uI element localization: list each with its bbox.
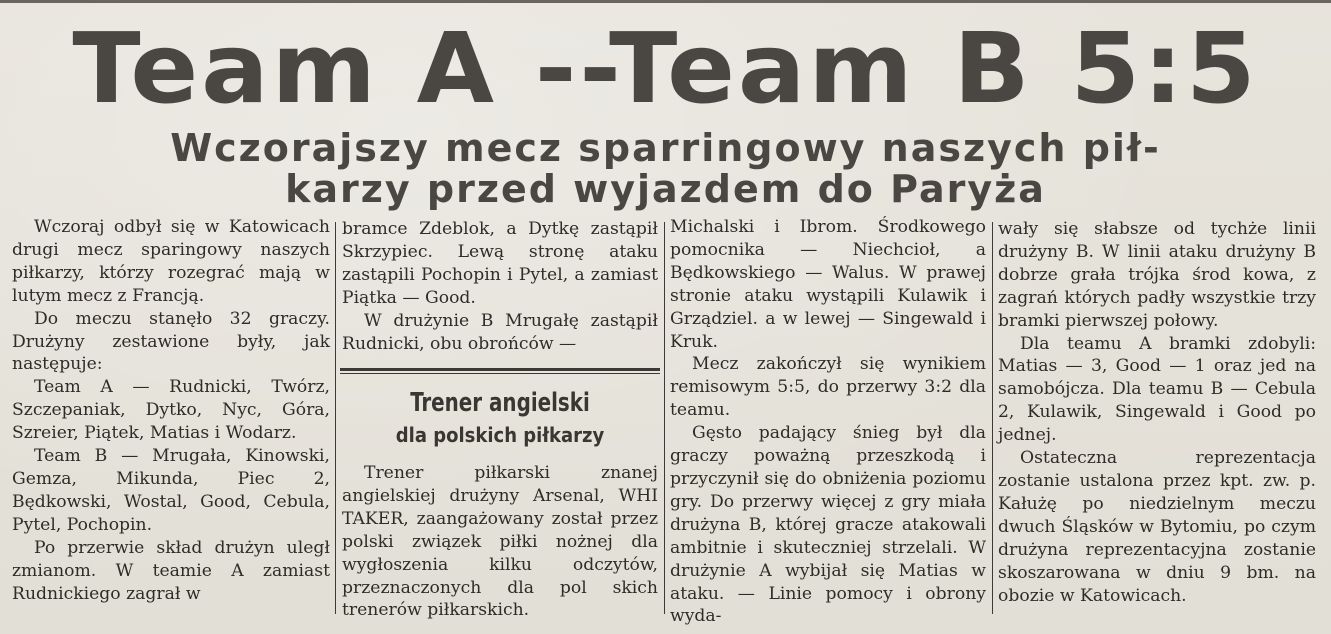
paragraph: Michalski i Ibrom. Środkowego pomocnika — Niechcioł, a Będkowskiego — Walus. W prawej stronie ataku wystąpili Kulawik i Grządziel. a w lewej — Singewald i Kruk.	[670, 217, 986, 352]
article-column-4	[998, 218, 1316, 618]
column-divider	[664, 222, 665, 614]
subheadline	[0, 128, 1331, 210]
paragraph: Do meczu stanęło 32 graczy. Drużyny zestawione były, jak następuje:	[12, 308, 330, 375]
column-divider	[335, 222, 336, 614]
paragraph: bramce Zdeblok, a Dytkę zastąpił Skrzypiec. Lewą stronę ataku zastąpili Pochopin i Pytel, a zamiast Piątka — Good.	[342, 219, 658, 308]
paragraph: W drużynie B Mrugałę zastąpił Rudnicki, obu obrońców —	[342, 310, 658, 354]
subheadline-line-1: Wczorajszy mecz sparringowy naszych pił-	[170, 126, 1161, 170]
paragraph: wały się słabsze od tychże linii drużyny B. W linii ataku drużyny B dobrze grała trójka środ kowa, z zagrań których padły wszystkie trzy bramki pierwszej połowy.	[998, 219, 1316, 331]
paragraph: Wczoraj odbył się w Katowicach drugi mecz sparingowy naszych piłkarzy, którzy rozegrać mają w lutym mecz z Francją.	[12, 217, 330, 306]
subheadline-line-2: karzy przed wyjazdem do Paryża	[285, 167, 1046, 211]
box-article	[342, 462, 658, 622]
paragraph: Gęsto padający śnieg był dla graczy poważną przeszkodą i przyczynił się do obniżenia poziomu gry. Do przerwy więcej z gry miała drużyna B, której gracze atakowali ambitnie i skuteczniej strzelali. W drużynie A wybijał się Matias w ataku. — Linie pomocy i obrony wyda-	[670, 423, 986, 627]
headline: Team A --Team B 5:5	[72, 11, 1259, 126]
box-rule-top	[340, 368, 660, 371]
paragraph: Trener piłkarski znanej angielskiej drużyny Arsenal, WHI TAKER, zaangażowany został przez polski związek piłki nożnej dla wygłoszenia kilku odczytów, przeznaczonych dla pol skich trenerów piłkarskich.	[342, 463, 658, 621]
paragraph: Ostateczna reprezentacja zostanie ustalona przez kpt. zw. p. Kałużę po niedzielnym meczu dwuch Śląsków w Bytomiu, po czym drużyna reprezentacyjna zostanie skoszarowana w dniu 9 bm. na obozie w Katowicach.	[998, 448, 1316, 606]
paragraph: Mecz zakończył się wynikiem remisowym 5:5, do przerwy 3:2 dla teamu.	[670, 354, 986, 421]
article-column-3	[670, 216, 986, 627]
box-headline: Trener angielski	[410, 388, 590, 418]
column-divider	[992, 222, 993, 614]
article-column-1	[12, 216, 330, 616]
box-subheadline: dla polskich piłkarzy	[395, 423, 605, 447]
paragraph: Team A — Rudnicki, Twórz, Szczepaniak, Dytko, Nyc, Góra, Szreier, Piątek, Matias i Wodarz.	[12, 377, 330, 444]
top-rule	[0, 0, 1331, 3]
article-column-2	[342, 218, 658, 363]
box-rule-thin	[340, 373, 660, 374]
paragraph: Team B — Mrugała, Kinowski, Gemza, Mikunda, Piec 2, Będkowski, Wostal, Good, Cebula, Pytel, Pochopin.	[12, 446, 330, 535]
paragraph: Po przerwie skład drużyn uległ zmianom. W teamie A zamiast Rudnickiego zagrał w	[12, 537, 330, 604]
paragraph: Dla teamu A bramki zdobyli: Matias — 3, Good — 1 oraz jed na samobójcza. Dla teamu B — Cebula 2, Kulawik, Singewald i Good po jednej.	[998, 333, 1316, 446]
